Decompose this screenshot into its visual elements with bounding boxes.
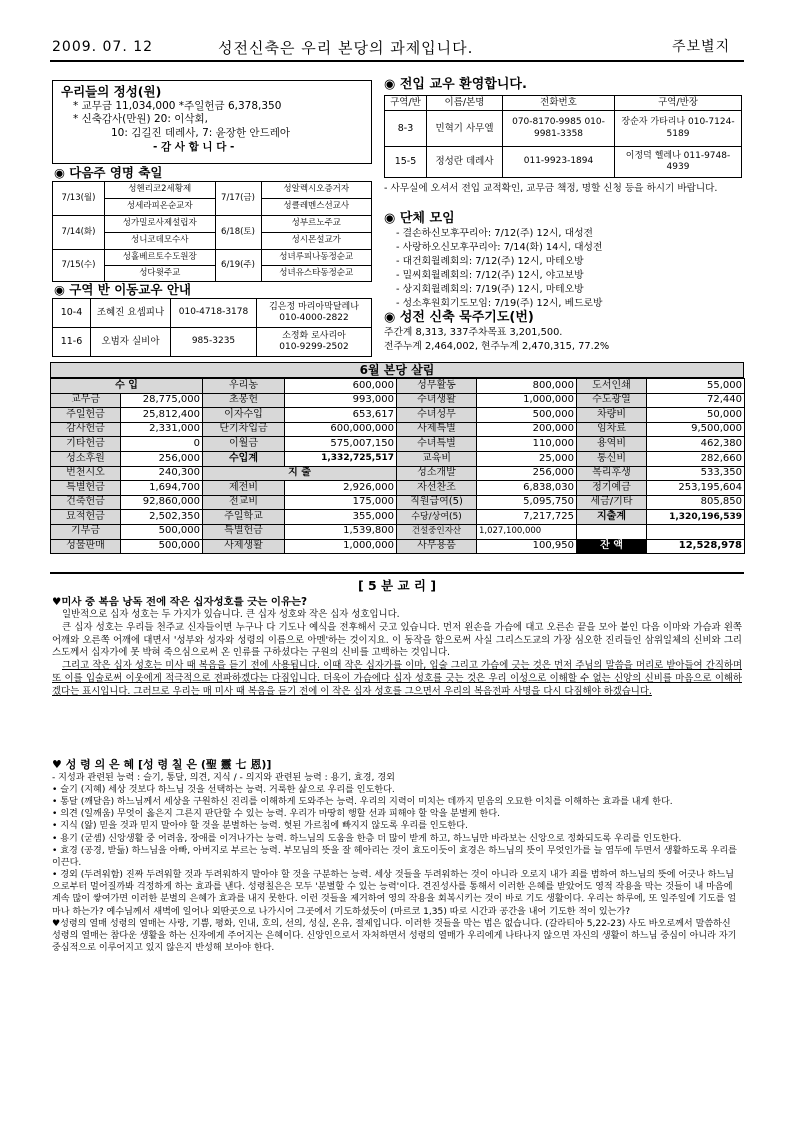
finance-label: 이월금 <box>203 437 285 452</box>
finance-value: 2,926,000 <box>285 481 397 496</box>
finance-label: 수도광열 <box>577 393 647 408</box>
lesson-question: ♥미사 중 복음 낭독 전에 작은 십자성호를 긋는 이유는? <box>52 596 308 608</box>
visitor-name2: 소정화 로사리아 <box>282 330 346 341</box>
finance-label: 성소개발 <box>397 466 477 481</box>
header-date: 2009. 07. 12 <box>52 39 154 55</box>
finance-value: 55,000 <box>647 379 745 394</box>
finance-value: 533,350 <box>647 466 745 481</box>
header-tag: 주보별지 <box>672 39 731 55</box>
finance-row <box>51 437 745 452</box>
finance-label: 초봉헌 <box>203 393 285 408</box>
finance-label: 주일학교 <box>203 510 285 525</box>
visitor-area: 10-4 <box>53 299 91 328</box>
finance-value: 6,838,030 <box>477 481 577 496</box>
finance-row <box>51 481 745 496</box>
schedule-date: 7/15(수) <box>53 250 105 282</box>
finance-label: 잔 액 <box>577 539 647 554</box>
finance-value: 1,027,100,000 <box>477 524 577 539</box>
visitor-phone2: 010-4000-2822 <box>279 313 349 323</box>
finance-value: 7,217,725 <box>477 510 577 525</box>
finance-row <box>51 539 745 554</box>
header-rule <box>50 60 744 62</box>
offering-box <box>52 80 372 164</box>
finance-value: 12,528,978 <box>647 539 745 554</box>
finance-label: 사제생활 <box>203 539 285 554</box>
schedule-title: ◉ 다음주 영명 축일 <box>54 165 163 180</box>
visitors-title: ◉ 구역 반 이동교우 안내 <box>54 282 191 297</box>
finance-label: 단기차입금 <box>203 422 285 437</box>
group-item: - 결손하신모후꾸리아: 7/12(주) 12시, 대성전 <box>396 228 594 239</box>
finance-label: 수녀성무 <box>397 408 477 423</box>
finance-label: 성물판매 <box>51 539 121 554</box>
finance-value: 28,775,000 <box>121 393 203 408</box>
schedule-saint: 성녀유스타동정순교 <box>261 266 372 282</box>
prayer-stats <box>384 326 609 353</box>
finance-value: 72,440 <box>647 393 745 408</box>
finance-label: 용역비 <box>577 437 647 452</box>
schedule-saint: 성세라피온순교자 <box>105 199 216 216</box>
newcomers-table <box>384 95 742 178</box>
finance-label: 임차료 <box>577 422 647 437</box>
visitors-table <box>52 298 372 357</box>
newcomer-header: 구역/반 <box>385 96 427 111</box>
finance-value: 5,095,750 <box>477 495 577 510</box>
finance-label: 수입계 <box>203 451 285 466</box>
finance-label: 자선찬조 <box>397 481 477 496</box>
visitor-phone2: 010-9299-2502 <box>279 342 349 352</box>
group-item: - 밀씨회월례회의: 7/12(주) 12시, 야고보방 <box>396 270 584 282</box>
spirit-item: • 슬기 (지혜) 세상 것보다 하느님 것을 선택하는 능력. 거룩한 삶으로 우리를 인도한다. <box>52 784 395 795</box>
spirit-title: ♥ 성 령 의 은 혜 [성 령 칠 은 (聖 靈 七 恩)] <box>52 758 272 771</box>
spirit-item: • 지식 (앎) 믿을 것과 믿지 말아야 할 것을 분별하는 능력. 헛된 가르침에 빠지지 않도록 우리를 인도한다. <box>52 821 468 832</box>
newcomer-leader: 장순자 가타리나 010-7124-5189 <box>615 111 742 147</box>
finance-label: 사제특별 <box>397 422 477 437</box>
schedule-saint: 성녀루피나동정순교 <box>261 250 372 266</box>
finance-row <box>51 510 745 525</box>
prayer-line: 전주누계 2,464,002, 현주누계 2,470,315, 77.2% <box>384 340 610 352</box>
finance-value <box>647 524 745 539</box>
finance-table <box>50 378 745 554</box>
finance-label: 성무활동 <box>397 379 477 394</box>
schedule-saint: 성알렉시오증거자 <box>261 182 372 199</box>
finance-label: 우리농 <box>203 379 285 394</box>
finance-row <box>51 524 745 539</box>
offering-line: * 신축감사(만원) 20: 이삭회, <box>73 113 208 126</box>
finance-label: 지출계 <box>577 510 647 525</box>
finance-label: 기타헌금 <box>51 437 121 452</box>
spirit-item: • 의견 (일깨움) 무엇이 옳은지 그른지 판단할 수 있는 능력. 우리가 마땅히 행할 선과 피해야 할 악을 분별케 한다. <box>52 809 501 820</box>
finance-value: 1,000,000 <box>285 539 397 554</box>
offering-line: 10: 김길진 데레사, 7: 윤장한 안드레아 <box>111 126 291 139</box>
newcomer-header: 구역/반장 <box>615 96 742 111</box>
newcomer-area: 8-3 <box>385 111 427 147</box>
finance-label: 제전비 <box>203 481 285 496</box>
finance-value: 2,331,000 <box>121 422 203 437</box>
header-title: 성전신축은 우리 본당의 과제입니다. <box>218 39 474 57</box>
visitor-name2: 김은정 마리아막달레나 <box>269 301 359 312</box>
finance-value: 653,617 <box>285 408 397 423</box>
spirit-item: • 통달 (깨달음) 하느님께서 세상을 구원하신 진리를 이해하게 도와주는 능력. 우리의 지력이 미치는 데까지 믿음의 오묘한 이치를 이해하는 효과를 내게 한다. <box>52 797 673 808</box>
schedule-table <box>52 181 372 282</box>
finance-row <box>51 422 745 437</box>
spirit-closing: ♥성령의 열매 성령의 열매는 사랑, 기쁨, 평화, 인내, 호의, 선의, 성실, 온유, 절제입니다. 이러한 것들을 막는 법은 없습니다. (갈라티아 5,22-23) 사도 바오로께서 말씀하신 성령의 열매는 참다운 생활을 하는 신자에게 주어지는 은혜이다. 신앙인으로서 자처하면서 성령의 열매가 우리에게 나타나지 않으면 자신의 생활이 하느님 중심이 아니라 자기 중심적으로 이루어지고 있지 않은지 반성해 보아야 한다. <box>52 918 737 954</box>
finance-value: 110,000 <box>477 437 577 452</box>
visitor-name: 오범자 실비아 <box>91 328 171 357</box>
finance-value: 600,000,000 <box>285 422 397 437</box>
lesson-paragraph: 일반적으로 십자 성호는 두 가지가 있습니다. 큰 십자 성호와 작은 십자 성호입니다. <box>62 609 400 620</box>
finance-value: 25,000 <box>477 451 577 466</box>
finance-label: 수녀생활 <box>397 393 477 408</box>
newcomer-name: 민혁기 사무엘 <box>427 111 503 147</box>
finance-label: 차량비 <box>577 408 647 423</box>
finance-label: 특별헌금 <box>51 481 121 496</box>
finance-label: 주일헌금 <box>51 408 121 423</box>
finance-value: 253,195,604 <box>647 481 745 496</box>
finance-value: 1,000,000 <box>477 393 577 408</box>
newcomer-phone: 070-8170-9985 010-9981-3358 <box>503 111 615 147</box>
finance-value: 0 <box>121 437 203 452</box>
schedule-saint: 성홀베르토수도원장 <box>105 250 216 266</box>
finance-label: 교무금 <box>51 393 121 408</box>
finance-label: 사무용품 <box>397 539 477 554</box>
finance-label: 기부금 <box>51 524 121 539</box>
finance-label: 특별헌금 <box>203 524 285 539</box>
finance-value: 92,860,000 <box>121 495 203 510</box>
finance-value: 100,950 <box>477 539 577 554</box>
finance-value: 575,007,150 <box>285 437 397 452</box>
spirit-section <box>52 758 742 954</box>
group-item: - 대건회월례회의: 7/12(주) 12시, 마테오방 <box>396 256 584 268</box>
schedule-saint: 성부르노주교 <box>261 216 372 233</box>
finance-value: 500,000 <box>121 524 203 539</box>
finance-label: 전교비 <box>203 495 285 510</box>
finance-value: 256,000 <box>121 451 203 466</box>
visitor-phone: 010-4718-3178 <box>171 299 257 328</box>
group-item: - 성소후원회기도모임: 7/19(주) 12시, 베드로방 <box>396 298 603 310</box>
finance-label: 수녀특별 <box>397 437 477 452</box>
finance-value: 25,812,400 <box>121 408 203 423</box>
lesson-body <box>52 596 742 698</box>
finance-value: 800,000 <box>477 379 577 394</box>
newcomer-area: 15-5 <box>385 147 427 178</box>
offering-line: * 교무금 11,034,000 *주일헌금 6,378,350 <box>73 99 282 112</box>
finance-value: 1,694,700 <box>121 481 203 496</box>
lesson-title: [ 5 분 교 리 ] <box>357 578 437 593</box>
visitor-phone: 985-3235 <box>171 328 257 357</box>
finance-row <box>51 393 745 408</box>
newcomer-header: 전화번호 <box>503 96 615 111</box>
finance-label: 직원급여(5) <box>397 495 477 510</box>
finance-value: 805,850 <box>647 495 745 510</box>
finance-row <box>51 466 745 481</box>
finance-label: 도서인쇄 <box>577 379 647 394</box>
finance-label: 정기예금 <box>577 481 647 496</box>
schedule-saint: 성클레멘스선교사 <box>261 199 372 216</box>
finance-value: 355,000 <box>285 510 397 525</box>
newcomer-header: 이름/본명 <box>427 96 503 111</box>
newcomer-name: 정성란 데레사 <box>427 147 503 178</box>
finance-value: 462,380 <box>647 437 745 452</box>
finance-label <box>577 524 647 539</box>
finance-row <box>51 451 745 466</box>
finance-label: 수당/상여(5) <box>397 510 477 525</box>
finance-value: 2,502,350 <box>121 510 203 525</box>
finance-title: 6월 본당 살림 <box>50 362 744 378</box>
finance-value: 1,539,800 <box>285 524 397 539</box>
finance-value: 500,000 <box>477 408 577 423</box>
schedule-date: 7/13(월) <box>53 182 105 216</box>
finance-value: 50,000 <box>647 408 745 423</box>
finance-label: 통신비 <box>577 451 647 466</box>
finance-value: 200,000 <box>477 422 577 437</box>
finance-label: 건축헌금 <box>51 495 121 510</box>
finance-value: 500,000 <box>121 539 203 554</box>
schedule-date: 6/18(토) <box>215 216 261 250</box>
groups-title: ◉ 단체 모임 <box>384 211 455 226</box>
visitor-name: 조혜진 요셉피나 <box>91 299 171 328</box>
spirit-item: • 용기 (굳셈) 신앙생활 중 어려움, 장애를 이겨나가는 능력. 하느님의 도움을 한층 더 많이 받게 하고, 하느님만 바라보는 신앙으로 정화되도록 우리를 인도한다. <box>52 833 682 844</box>
schedule-date: 7/14(화) <box>53 216 105 250</box>
finance-label: 묘적헌금 <box>51 510 121 525</box>
newcomer-phone: 011-9923-1894 <box>503 147 615 178</box>
schedule-saint: 성시몬설교가 <box>261 233 372 250</box>
finance-label: 수 입 <box>51 379 203 394</box>
schedule-date: 6/19(주) <box>215 250 261 282</box>
spirit-item: • 경외 (두려워함) 진짜 두려워할 것과 두려워하지 말아야 할 것을 구분하는 능력. 세상 것들을 두려워하는 것이 아니라 오로지 내가 죄를 범하여 하느님의 뜻에 어긋나 하느님으로부터 멀어질까봐 걱정하게 하는 효과를 낸다. 성령칠은은 모두 '분별할 수 있는 능력'이다. 견진성사를 통해서 이러한 은혜를 받았어도 영적 작용을 막는 것들이 내 마음에 계속 많이 쌓여가면 이러한 분별의 은혜가 효과를 내지 못한다. 이런 것들을 제거하여 영의 작용을 회복시키는 것이 바로 기도 생활이다. 우리는 하루에, 또 일주일에 기도를 얼마나 하는가? 예수님께서 새벽에 일어나 외딴곳으로 나가시어 그곳에서 기도하셨듯이 (마르코 1,35) 따로 시간과 공간을 내어 기도한 적이 있는가? <box>52 870 737 917</box>
group-item: - 사랑하오신모후꾸리아: 7/14(화) 14시, 대성전 <box>396 242 603 254</box>
finance-value: 175,000 <box>285 495 397 510</box>
finance-label: 지 출 <box>203 466 397 481</box>
spirit-intro: - 지성과 관련된 능력 : 슬기, 통달, 의견, 지식 / - 의지와 관련된 능력 : 용기, 효경, 경외 <box>52 772 395 783</box>
schedule-saint: 성가밀로사제설립자 <box>105 216 216 233</box>
prayer-line: 주간계 8,313, 337주차목표 3,201,500. <box>384 327 563 338</box>
finance-label: 건설중인자산 <box>397 524 477 539</box>
offering-thanks: - 감 사 합 니 다 - <box>153 140 235 153</box>
finance-label: 이자수입 <box>203 408 285 423</box>
finance-value: 256,000 <box>477 466 577 481</box>
schedule-saint: 성니코데모수사 <box>105 233 216 250</box>
finance-value: 9,500,000 <box>647 422 745 437</box>
spirit-item: • 효경 (공경, 받듦) 하느님을 아빠, 아버지로 부르는 능력. 부모님의 뜻을 잘 헤아리는 것이 효도이듯이 효경은 하느님의 뜻이 무엇인가를 늘 염두에 두면서 생활하도록 우리를 이끈다. <box>52 845 737 868</box>
finance-value: 1,320,196,539 <box>647 510 745 525</box>
schedule-date: 7/17(금) <box>215 182 261 216</box>
finance-row <box>51 379 745 394</box>
offering-title: 우리들의 정성(원) <box>61 84 162 99</box>
finance-value: 1,332,725,517 <box>285 451 397 466</box>
finance-value: 240,300 <box>121 466 203 481</box>
finance-row <box>51 495 745 510</box>
finance-label: 세금/기타 <box>577 495 647 510</box>
groups-list <box>396 227 746 312</box>
finance-label: 교육비 <box>397 451 477 466</box>
schedule-saint: 성다윗주교 <box>105 266 216 282</box>
prayer-title: ◉ 성전 신축 묵주기도(번) <box>384 310 534 325</box>
finance-label: 번천시오 <box>51 466 121 481</box>
finance-label: 성소후원 <box>51 451 121 466</box>
group-item: - 상지회월례회의: 7/19(주) 12시, 마테오방 <box>396 284 584 296</box>
newcomer-leader: 이정덕 헬레나 011-9748-4939 <box>615 147 742 178</box>
finance-row <box>51 408 745 423</box>
newcomers-note: - 사무실에 오셔서 전입 교적확인, 교무금 책정, 명할 신청 등을 하시기 바랍니다. <box>384 183 718 194</box>
finance-value: 993,000 <box>285 393 397 408</box>
finance-label: 복리후생 <box>577 466 647 481</box>
lesson-paragraph: 그리고 작은 십자 성호는 미사 때 복음을 듣기 전에 사용됩니다. 이때 작은 십자가를 이마, 입술 그리고 가슴에 긋는 것은 먼저 주님의 말씀을 머리로 받아들여 간직하며 또 이를 입술로써 이웃에게 적극적으로 전파하겠다는 다짐입니다. 더욱이 가슴에다 십자 성호를 긋는 것은 우리 이성으로 이해할 수 없는 신앙의 신비를 마음으로 이해하겠다는 표시입니다. 그러므로 우리는 매 미사 때 복음을 듣기 전에 이 작은 십자 성호를 그으면서 우리의 복음전파 사명을 다시 다짐해야 하겠습니다. <box>52 660 742 697</box>
finance-label: 감사헌금 <box>51 422 121 437</box>
finance-value: 282,660 <box>647 451 745 466</box>
schedule-saint: 성헨리코2세황제 <box>105 182 216 199</box>
visitor-area: 11-6 <box>53 328 91 357</box>
newcomers-title: ◉ 전입 교우 환영합니다. <box>384 77 527 92</box>
finance-value: 600,000 <box>285 379 397 394</box>
lesson-paragraph: 큰 십자 성호는 우리들 천주교 신자들이면 누구나 다 기도나 예식을 전후해서 긋고 있습니다. 먼저 왼손을 가슴에 대고 오른손 끝을 모아 붙인 다음 이마와 가슴과 왼쪽 어깨와 오른쪽 어깨에 대면서 '성부와 성자와 성령의 이름으로 아멘'하는 것이지요. 이 동작을 함으로써 사실 그리스도교의 가장 심오한 진리들인 삼위일체의 신비와 그리스도께서 십자가에 못 박혀 죽으심으로써 온 인류를 구하셨다는 구원의 신비를 고백하는 것입니다. <box>52 621 742 659</box>
